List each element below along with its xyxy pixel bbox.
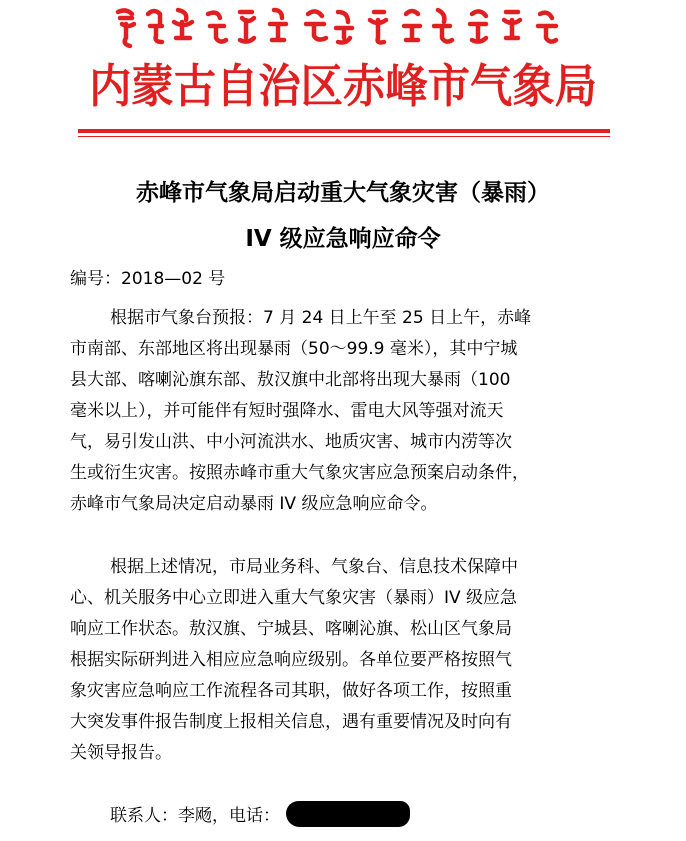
- paragraph-line: 象灾害应急响应工作流程各司其职，做好各项工作，按照重: [70, 681, 512, 701]
- mongolian-script-header: [112, 4, 582, 54]
- paragraph-line: 毫米以上），并可能伴有短时强降水、雷电大风等强对流天: [70, 401, 504, 421]
- contact-line: [110, 801, 410, 832]
- contact-label: 联系人：李飏，电话：: [110, 806, 280, 826]
- agency-name-header: 内蒙古自治区赤峰市气象局: [89, 59, 597, 113]
- header-divider-thick: [78, 129, 610, 133]
- redacted-phone: [286, 801, 410, 827]
- paragraph-line: 关领导报告。: [70, 743, 172, 763]
- paragraph-line: 赤峰市气象局决定启动暴雨 IV 级应急响应命令。: [70, 494, 438, 514]
- document-title-line1: 赤峰市气象局启动重大气象灾害（暴雨）: [136, 180, 550, 206]
- paragraph-line: 根据实际研判进入相应应急响应级别。各单位要严格按照气: [70, 650, 512, 670]
- paragraph-forecast: [70, 303, 630, 520]
- paragraph-line: 根据市气象台预报：7 月 24 日上午至 25 日上午，赤峰: [110, 308, 532, 328]
- header-divider-thin: [78, 136, 610, 137]
- paragraph-line: 心、机关服务中心立即进入重大气象灾害（暴雨）IV 级应急: [70, 588, 518, 608]
- paragraph-line: 响应工作状态。敖汉旗、宁城县、喀喇沁旗、松山区气象局: [70, 619, 512, 639]
- paragraph-line: 气，易引发山洪、中小河流洪水、地质灾害、城市内涝等次: [70, 432, 512, 452]
- paragraph-line: 县大部、喀喇沁旗东部、敖汉旗中北部将出现大暴雨（100: [70, 370, 511, 390]
- paragraph-line: 根据上述情况，市局业务科、气象台、信息技术保障中: [110, 557, 518, 577]
- paragraph-line: 生或衍生灾害。按照赤峰市重大气象灾害应急预案启动条件，: [70, 463, 529, 483]
- paragraph-response: [70, 552, 630, 769]
- document-title-line2: IV 级应急响应命令: [245, 226, 441, 252]
- paragraph-line: 大突发事件报告制度上报相关信息，遇有重要情况及时向有: [70, 712, 512, 732]
- document-number: 编号：2018—02 号: [70, 269, 226, 289]
- paragraph-line: 市南部、东部地区将出现暴雨（50～99.9 毫米），其中宁城: [70, 339, 518, 359]
